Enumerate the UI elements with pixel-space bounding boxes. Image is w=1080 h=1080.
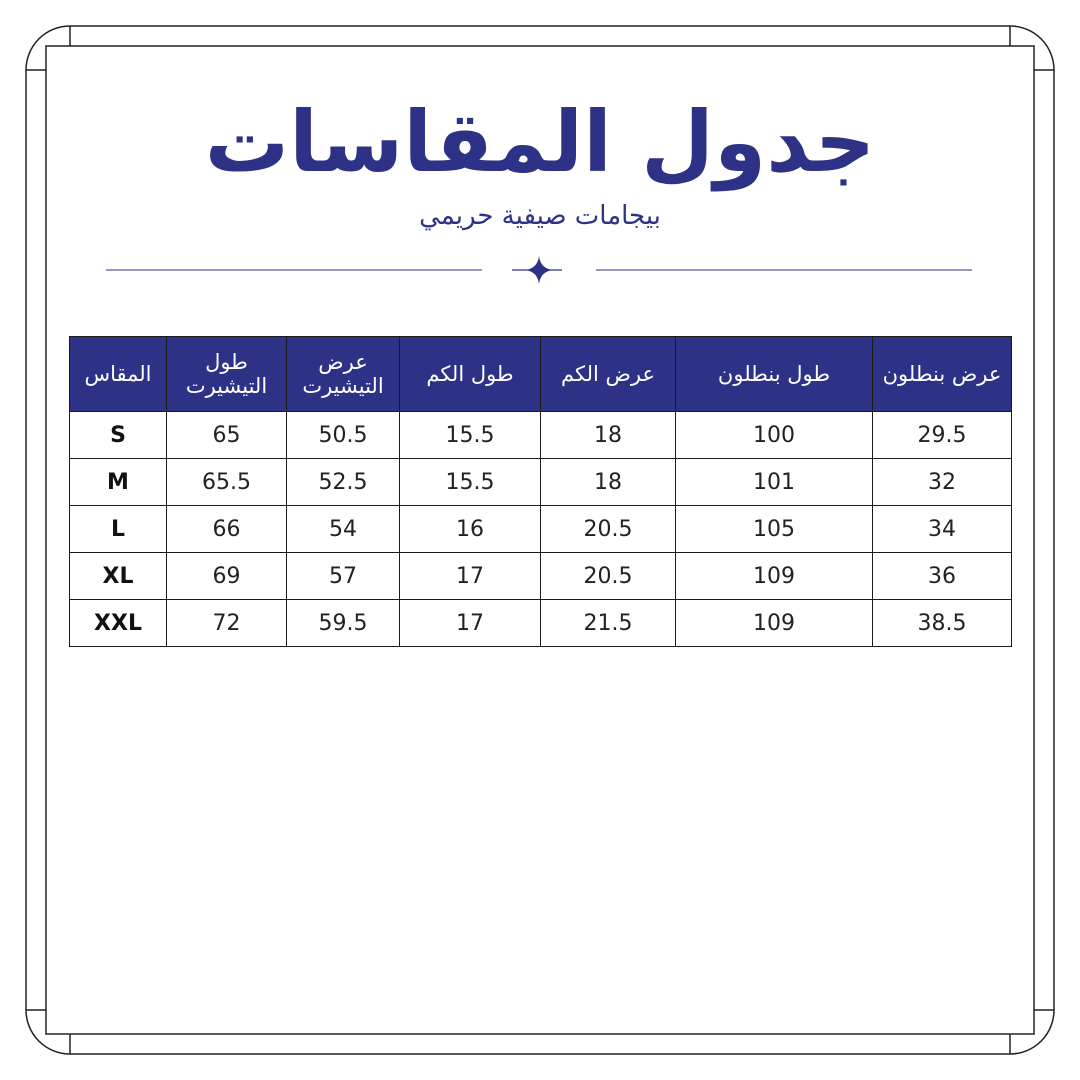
table-cell: 109 (676, 600, 873, 647)
table-row (70, 553, 1012, 600)
table-cell: 50.5 (287, 412, 400, 459)
table-cell: 21.5 (541, 600, 676, 647)
table-cell: 17 (400, 553, 541, 600)
table-cell: 72 (167, 600, 287, 647)
sparkle-icon (525, 256, 553, 284)
table-cell: 65.5 (167, 459, 287, 506)
table-cell: 66 (167, 506, 287, 553)
header-size: المقاس (70, 337, 167, 412)
table-cell: 20.5 (541, 506, 676, 553)
table-cell: 18 (541, 412, 676, 459)
table-cell: 32 (873, 459, 1012, 506)
size-cell: L (70, 506, 167, 553)
table-cell: 105 (676, 506, 873, 553)
size-cell: XL (70, 553, 167, 600)
header-pants-length: طول بنطلون (676, 337, 873, 412)
table-cell: 54 (287, 506, 400, 553)
table-cell: 20.5 (541, 553, 676, 600)
table-cell: 101 (676, 459, 873, 506)
table-cell: 100 (676, 412, 873, 459)
size-cell: S (70, 412, 167, 459)
table-cell: 17 (400, 600, 541, 647)
table-row (70, 600, 1012, 647)
table-cell: 38.5 (873, 600, 1012, 647)
header-sleeve-width: عرض الكم (541, 337, 676, 412)
table-cell: 69 (167, 553, 287, 600)
table-cell: 15.5 (400, 459, 541, 506)
table-row (70, 506, 1012, 553)
table-cell: 34 (873, 506, 1012, 553)
table-cell: 109 (676, 553, 873, 600)
table-cell: 36 (873, 553, 1012, 600)
header-tshirt-length: طول التيشيرت (167, 337, 287, 412)
size-cell: M (70, 459, 167, 506)
table-cell: 16 (400, 506, 541, 553)
table-cell: 59.5 (287, 600, 400, 647)
size-table (69, 336, 1012, 647)
table-cell: 29.5 (873, 412, 1012, 459)
table-cell: 52.5 (287, 459, 400, 506)
title-divider (106, 254, 972, 286)
table-cell: 15.5 (400, 412, 541, 459)
size-cell: XXL (70, 600, 167, 647)
table-cell: 57 (287, 553, 400, 600)
table-cell: 18 (541, 459, 676, 506)
table-cell: 65 (167, 412, 287, 459)
header-sleeve-length: طول الكم (400, 337, 541, 412)
table-header-row (70, 337, 1012, 412)
header-tshirt-width: عرض التيشيرت (287, 337, 400, 412)
header-pants-width: عرض بنطلون (873, 337, 1012, 412)
table-row (70, 459, 1012, 506)
table-row (70, 412, 1012, 459)
page-subtitle: بيجامات صيفية حريمي (419, 201, 661, 231)
page-title: جدول المقاسات (204, 93, 876, 191)
